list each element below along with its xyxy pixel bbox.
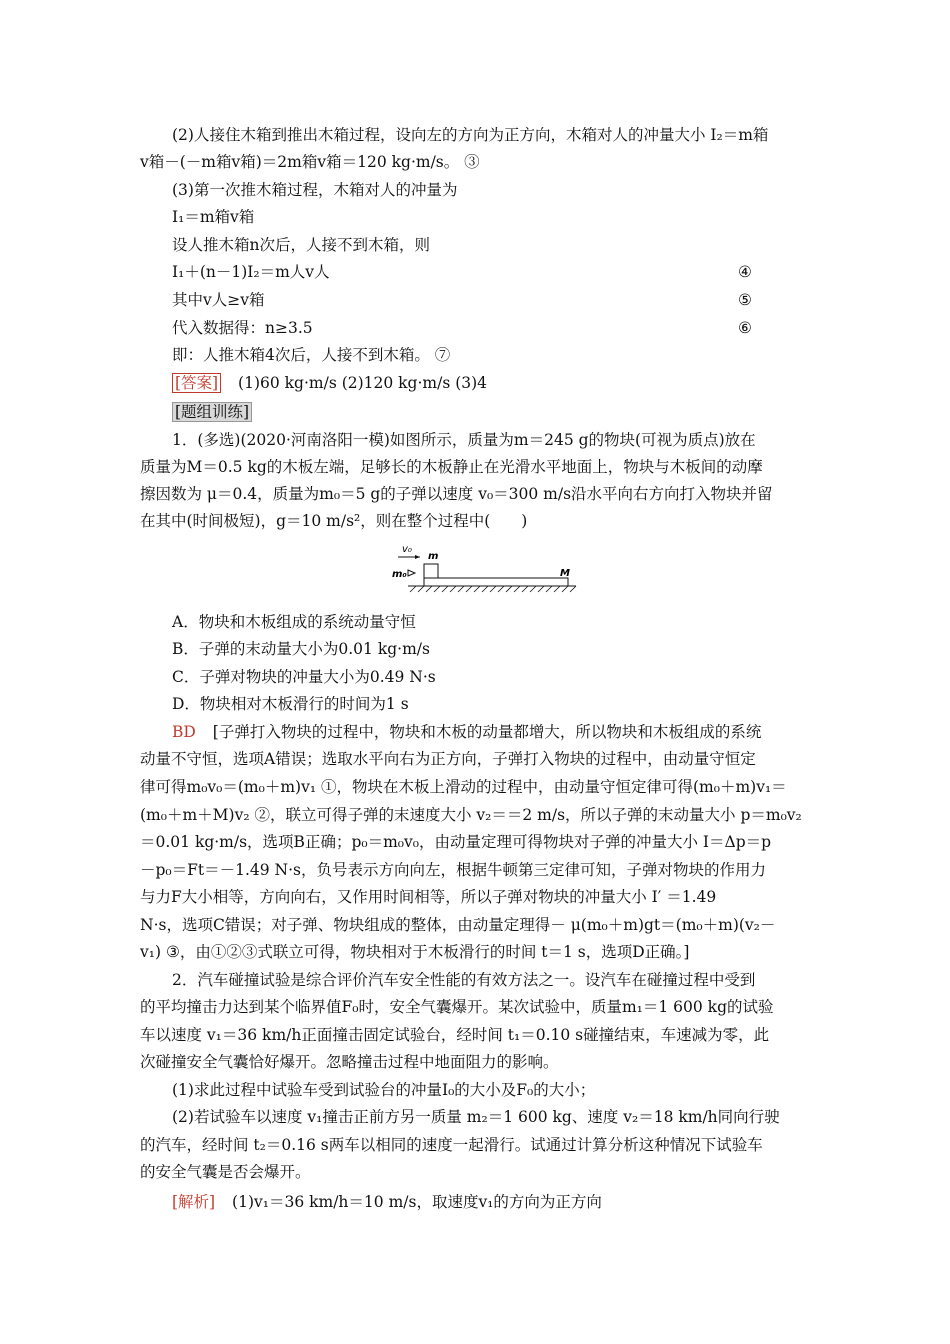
analysis-text: (1)v₁＝36 km/h＝10 m/s，取速度v₁的方向为正方向: [232, 1193, 602, 1211]
text-line: 在其中(时间极短)，g＝10 m/s²，则在整个过程中( ): [140, 512, 528, 530]
text-line: 2．汽车碰撞试验是综合评价汽车安全性能的有效方法之一。设汽车在碰撞过程中受到: [172, 971, 756, 989]
ground-hatch: [410, 586, 576, 592]
text-line: I₁＝m箱v箱: [172, 208, 255, 226]
equation-number: ⑥: [738, 319, 752, 337]
text-line: 次碰撞安全气囊恰好爆开。忽略撞击过程中地面阻力的影响。: [140, 1053, 559, 1071]
option-d: D．物块相对木板滑行的时间为1 s: [172, 695, 409, 713]
text-line: (2)人接住木箱到推出木箱过程，设向左的方向为正方向，木箱对人的冲量大小 I₂＝m箱: [172, 126, 769, 144]
equation-number: ④: [738, 263, 752, 281]
text-line: 的汽车，经时间 t₂＝0.16 s两车以相同的速度一起滑行。试通过计算分析这种情况下试验车: [140, 1136, 763, 1154]
M-label: M: [560, 568, 570, 579]
text-line: 其中v人≥v箱: [172, 291, 265, 309]
group-tag: [题组训练]: [172, 402, 252, 422]
solution-text: [子弹打入物块的过程中，物块和木板的动量都增大，所以物块和木板组成的系统: [212, 723, 762, 741]
text-line: 设人推木箱n次后，人接不到木箱，则: [172, 236, 430, 254]
text-line: 1．(多选)(2020·河南洛阳一模)如图所示，质量为m＝245 g的物块(可视为质点)放在: [172, 431, 756, 449]
text-line: 代入数据得：n≥3.5: [172, 319, 313, 337]
equation-number: ⑤: [738, 291, 752, 309]
solution-line: [172, 722, 761, 742]
text-line: I₁＋(n－1)I₂＝m人v人: [172, 263, 330, 281]
v0-label: v₀: [402, 544, 412, 555]
text-line: －p₀＝Ft＝－1.49 N·s，负号表示方向向左，根据牛顿第三定律可知，子弹对物块的作用力: [140, 861, 767, 879]
answer-text: (1)60 kg·m/s (2)120 kg·m/s (3)4: [238, 374, 488, 392]
text-line: 车以速度 v₁＝36 km/h正面撞击固定试验台，经时间 t₁＝0.10 s碰撞结束，车速减为零，此: [140, 1026, 770, 1044]
text-line: (m₀＋m＋M)v₂ ②，联立可得子弹的末速度大小 v₂＝＝2 m/s，所以子弹的末动量大小 p＝m₀v₂: [140, 806, 802, 824]
answer-tag: [答案]: [172, 373, 221, 393]
text-line: ＝0.01 kg·m/s，选项B正确；p₀＝m₀v₀，由动量定理可得物块对子弹的冲量大小 I＝Δp＝p: [140, 833, 772, 851]
analysis-tag: [解析]: [172, 1193, 216, 1211]
option-a: A．物块和木板组成的系统动量守恒: [172, 613, 416, 631]
bullet-shape: [408, 570, 415, 576]
text-line: 与力F大小相等，方向向右，又作用时间相等，所以子弹对物块的冲量大小 I′ ＝1.49: [140, 888, 717, 906]
text-line: 的平均撞击力达到某个临界值F₀时，安全气囊爆开。某次试验中，质量m₁＝1 600 kg的试验: [140, 998, 774, 1016]
text-line: (1)求此过程中试验车受到试验台的冲量I₀的大小及F₀的大小；: [172, 1081, 596, 1099]
text-line: 质量为M＝0.5 kg的木板左端，足够长的木板静止在光滑水平地面上，物块与木板间的动摩: [140, 458, 763, 476]
text-line: (2)若试验车以速度 v₁撞击正前方另一质量 m₂＝1 600 kg、速度 v₂＝18 km/h同向行驶: [172, 1108, 780, 1126]
group-heading: [172, 402, 252, 422]
text-line: v箱－(－m箱v箱)＝2m箱v箱＝120 kg·m/s。 ③: [140, 153, 480, 171]
text-line: 擦因数为 μ＝0.4，质量为m₀＝5 g的子弹以速度 v₀＝300 m/s沿水平向右方向打入物块并留: [140, 485, 773, 503]
m0-label: m₀: [392, 569, 407, 580]
text-line: 动量不守恒，选项A错误；选取水平向右为正方向，子弹打入物块的过程中，由动量守恒定: [140, 750, 756, 768]
board-shape: [424, 578, 568, 586]
text-line: (3)第一次推木箱过程，木箱对人的冲量为: [172, 181, 458, 199]
solution-tag: BD: [172, 723, 196, 741]
answer-line: [172, 373, 487, 393]
option-c: C．子弹对物块的冲量大小为0.49 N·s: [172, 668, 436, 686]
text-line: N·s，选项C错误；对子弹、物块组成的整体，由动量定理得－ μ(m₀＋m)gt＝(m₀＋m)(v₂－: [140, 916, 776, 934]
block-shape: [424, 564, 438, 578]
text-line: 即：人推木箱4次后，人接不到木箱。 ⑦: [172, 346, 451, 364]
text-line: 律可得m₀v₀＝(m₀＋m)v₁ ①，物块在木板上滑动的过程中，由动量守恒定律可得(m₀＋m)v₁＝: [140, 778, 787, 796]
m-label: m: [428, 551, 439, 562]
physics-figure: [378, 540, 578, 600]
option-b: B．子弹的末动量大小为0.01 kg·m/s: [172, 640, 430, 658]
analysis-line: [172, 1192, 602, 1212]
text-line: v₁) ③，由①②③式联立可得，物块相对于木板滑行的时间 t＝1 s，选项D正确。]: [140, 943, 690, 961]
text-line: 的安全气囊是否会爆开。: [140, 1163, 311, 1181]
